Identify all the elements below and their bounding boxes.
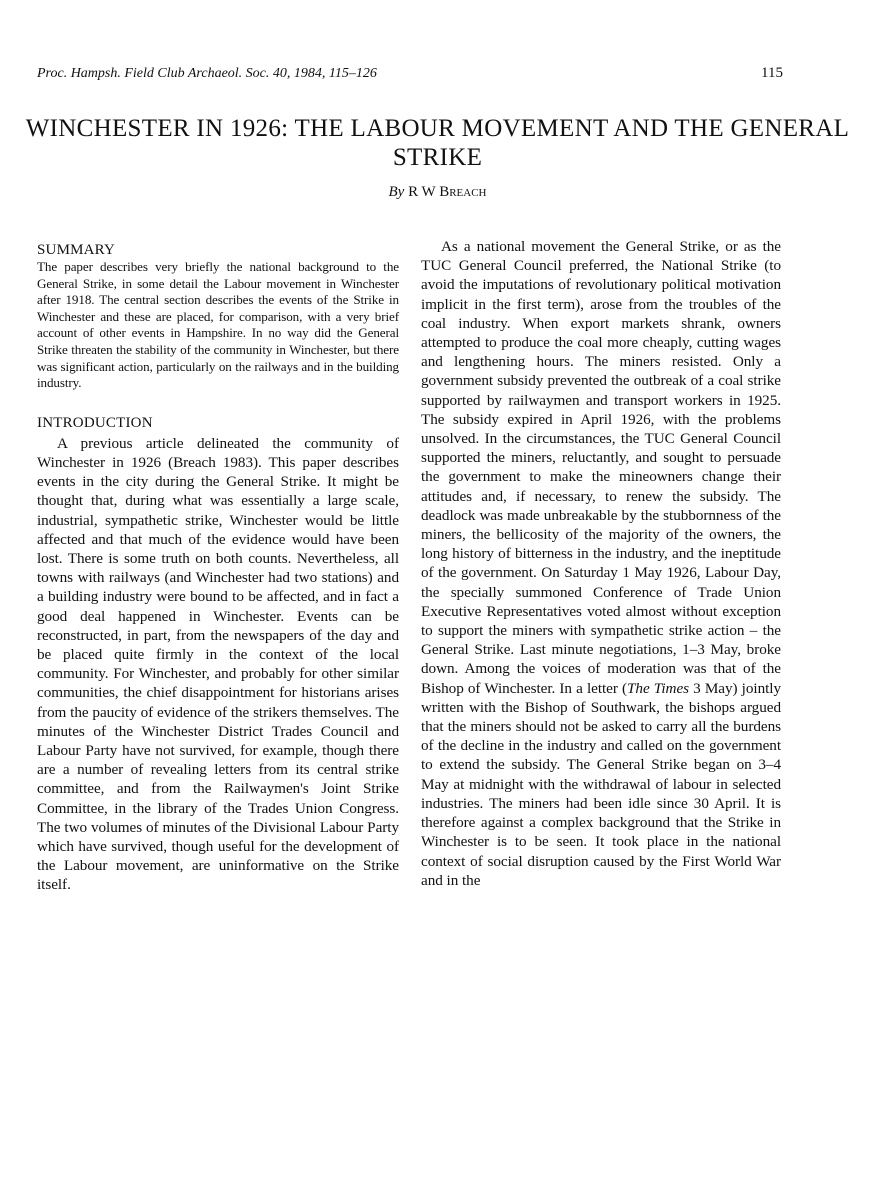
paragraph-part-2: 3 May) jointly written with the Bishop of Southwark, the bishops argued that the miners should not be asked to carry all the burdens of the decline in the industry and called on the government to extend the subsidy. The General Strike began on 3–4 May at midnight with the withdrawal of labour in selected industries. The miners had been idle since 30 April. It is therefore against a complex background that the Strike in Winchester is to be seen. It took place in the national context of social disruption caused by the First World War and in the xyxy=(421,679,781,889)
article-title: WINCHESTER IN 1926: THE LABOUR MOVEMENT AND THE GENERAL STRIKE xyxy=(25,115,850,171)
paragraph-part-1: As a national movement the General Strike, or as the TUC General Council preferred, the National Strike (to avoid the imputations of revolutionary political motivation implicit in the first term), arose from the troubles of the coal industry. When export markets shrank, owners attempted to produce the coal more cheaply, cutting wages and lengthening hours. The miners resisted. Only a government subsidy prevented the outbreak of a coal strike supported by railwaymen and transport workers in 1925. The subsidy expired in April 1926, with the problems unsolved. In the circumstances, the TUC General Council supported the miners, reluctantly, and sought to persuade the government to make the mineowners change their attitudes and, if necessary, to renew the subsidy. The deadlock was made unbreakable by the stubbornness of the miners, the bellicosity of the majority of the owners, the long history of bitterness in the industry, and the ineptitude of the government. On Saturday 1 May 1926, Labour Day, the specially summoned Conference of Trade Union Executive Representatives voted almost without exception to support the miners with sympathetic strike action – the General Strike. Last minute negotiations, 1–3 May, broke down. Among the voices of moderation was that of the Bishop of Winchester. In a letter ( xyxy=(421,238,781,697)
page-number: 115 xyxy=(761,65,783,81)
background-paragraph xyxy=(421,237,781,890)
introduction-paragraph: A previous article delineated the community of Winchester in 1926 (Breach 1983). This paper describes events in the city during the General Strike. It might be thought that, during what was essentially a large scale, industrial, sympathetic strike, Winchester would be little affected and that much of the evidence would have been lost. There is some truth on both counts. Nevertheless, all towns with railways (and Winchester had two stations) and a building industry were bound to be affected, and in fact a good deal happened in Winchester. Events can be reconstructed, in part, from the newspapers of the day and be placed quite firmly in the context of the local community. For Winchester, and probably for other similar communities, the chief disappointment for historians arises from the paucity of evidence of the strikers themselves. The minutes of the Winchester District Trades Council and Labour Party have not survived, for example, though there are a number of revealing letters from its central strike committee, and from the Railwaymen's Joint Strike Committee, in the library of the Trades Union Congress. The two volumes of minutes of the Divisional Labour Party which have survived, though useful for the development of the Labour movement, are uninformative on the Strike itself. xyxy=(37,434,399,894)
author-name: R W Breach xyxy=(408,184,487,200)
summary-heading: SUMMARY xyxy=(37,242,116,258)
running-header xyxy=(37,64,783,83)
summary-text: The paper describes very briefly the national background to the General Strike, in some detail the Labour movement in Winchester after 1918. The central section describes the events of the Strike in Winchester and these are placed, for comparison, with a very brief account of other events in Hampshire. In no way did the General Strike threaten the stability of the community in Winchester, but there was significant action, particularly on the railways and in the building industry. xyxy=(37,259,399,391)
byline xyxy=(0,183,875,201)
journal-citation: Proc. Hampsh. Field Club Archaeol. Soc. 40, 1984, 115–126 xyxy=(37,66,377,81)
left-column xyxy=(37,241,399,895)
right-column xyxy=(421,238,781,890)
newspaper-title: The Times xyxy=(627,679,689,697)
introduction-heading: INTRODUCTION xyxy=(37,414,153,431)
byline-by: By xyxy=(388,184,405,200)
